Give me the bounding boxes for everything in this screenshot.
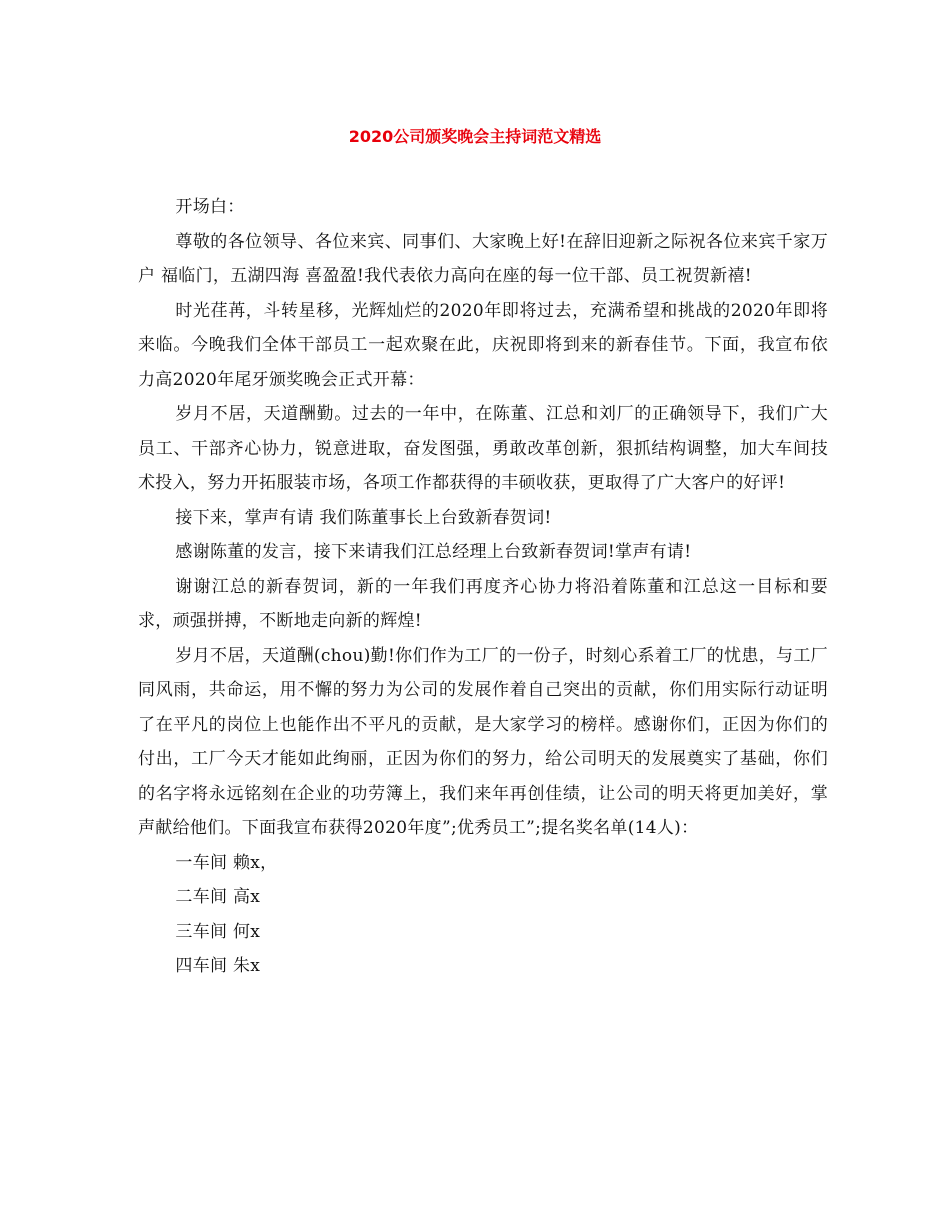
paragraph-year-review: 岁月不居，天道酬勤。过去的一年中，在陈董、江总和刘厂的正确领导下，我们广大员工、干部齐心协力，锐意进取，奋发图强，勇敢改革创新，狠抓结构调整，加大车间技术投入，努力开拓服装市场，各项工作都获得的丰硕收获，更取得了广大客户的好评! bbox=[138, 404, 828, 493]
nominee-item: 二车间 高x bbox=[175, 887, 261, 907]
paragraph-award-intro: 岁月不居，天道酬(chou)勤!你们作为工厂的一份子，时刻心系着工厂的忧患，与工厂同风雨，共命运，用不懈的努力为公司的发展作着自己突出的贡献，你们用实际行动证明了在平凡的岗位上也能作出不平凡的贡献，是大家学习的榜样。感谢你们，正因为你们的付出，工厂今天才能如此绚丽，正因为你们的努力，给公司明天的发展奠实了基础，你们的名字将永远铭刻在企业的功劳簿上，我们来年再创佳绩，让公司的明天将更加美好，掌声献给他们。下面我宣布获得2020年度”;优秀员工”;提名奖名单(14人)： bbox=[138, 645, 828, 838]
paragraph-greeting: 尊敬的各位领导、各位来宾、同事们、大家晚上好!在辞旧迎新之际祝各位来宾千家万户 福临门，五湖四海 喜盈盈!我代表依力高向在座的每一位干部、员工祝贺新禧! bbox=[138, 231, 828, 286]
nominee-item: 一车间 赖x， bbox=[175, 852, 278, 873]
document-title: 2020公司颁奖晚会主持词范文精选 bbox=[348, 127, 602, 146]
nominee-item: 三车间 何x bbox=[175, 921, 261, 942]
paragraph-manager-invite: 感谢陈董的发言，接下来请我们江总经理上台致新春贺词!掌声有请! bbox=[175, 542, 692, 562]
paragraph-opening-label: 开场白： bbox=[175, 197, 245, 217]
document-body bbox=[138, 190, 828, 984]
paragraph-opening-speech: 时光荏苒，斗转星移，光辉灿烂的2020年即将过去，充满希望和挑战的2020年即将来临。今晚我们全体干部员工一起欢聚在此，庆祝即将到来的新春佳节。下面，我宣布依力高2020年尾牙颁奖晚会正式开幕： bbox=[138, 300, 828, 390]
paragraph-chairman-invite: 接下来，掌声有请 我们陈董事长上台致新春贺词! bbox=[175, 507, 552, 528]
paragraph-thanks: 谢谢江总的新春贺词，新的一年我们再度齐心协力将沿着陈董和江总这一目标和要求，顽强拼搏，不断地走向新的辉煌! bbox=[138, 576, 828, 631]
nominee-item: 四车间 朱x bbox=[175, 956, 261, 976]
